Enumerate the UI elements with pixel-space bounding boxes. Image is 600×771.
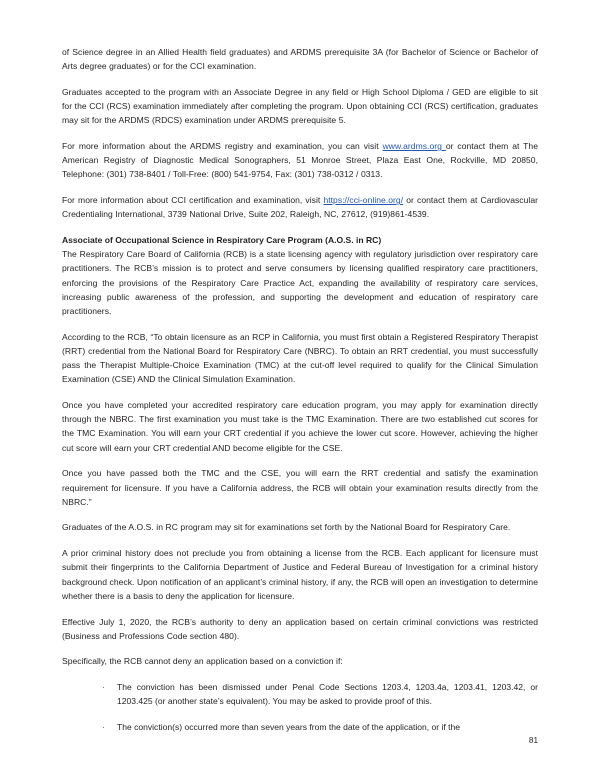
paragraph-conviction-denial-intro: Specifically, the RCB cannot deny an application based on a conviction if:	[62, 656, 343, 667]
ardms-contact-intro-text: For more information about the ARDMS registry and examination, you can visit	[62, 141, 383, 152]
section-heading-aos-respiratory-care: Associate of Occupational Science in Respiratory Care Program (A.O.S. in RC)	[62, 235, 382, 246]
list-item	[62, 720, 538, 734]
paragraph-criminal-history-policy: A prior criminal history does not preclude you from obtaining a license from the RCB. Each applicant for licensure must submit their fingerprints to the California Department of Justice and Federal Bureau of Investigation for a criminal history background check. Upon notification of an applicant’s criminal history, if any, the RCB will open an investigation to determine whether there is a basis to deny the application for licensure.	[62, 548, 538, 601]
paragraph-graduates-eligibility: Graduates of the A.O.S. in RC program may sit for examinations set forth by the National Board for Respiratory Care.	[62, 522, 511, 533]
paragraph-rcb-mission: The Respiratory Care Board of California (RCB) is a state licensing agency with regulatory jurisdiction over respiratory care practitioners. The RCB’s mission is to protect and serve consumers by licensing qualified respiratory care practitioners, enforcing the provisions of the Respiratory Care Practice Act, expanding the availability of respiratory care services, increasing public awareness of the profession, and supporting the development and education of respiratory care practitioners.	[62, 249, 538, 317]
cci-contact-intro-text: For more information about CCI certification and examination, visit	[62, 195, 324, 206]
page-number: 81	[528, 736, 538, 745]
paragraph-continuation-ardms-prereq: of Science degree in an Allied Health field graduates) and ARDMS prerequisite 3A (for Bachelor of Science or Bachelor of Arts degree graduates) or for the CCI examination.	[62, 47, 538, 72]
list-item-label: The conviction(s) occurred more than seven years from the date of the application, or if the	[117, 722, 460, 733]
paragraph-cci-rcs-eligibility: Graduates accepted to the program with an Associate Degree in any field or High School Diploma / GED are eligible to sit for the CCI (RCS) examination immediately after completing the program. Upon obtaining CCI (RCS) certification, graduates may sit for the ARDMS (RDCS) examination under ARDMS prerequisite 5.	[62, 86, 538, 126]
bullet-dot-icon: ·	[102, 682, 105, 693]
paragraph-ardms-contact-info	[62, 139, 538, 182]
bullet-dot-icon: ·	[102, 722, 105, 733]
paragraph-nbrc-examination-process: Once you have completed your accredited respiratory care education program, you may apply for examination directly through the NBRC. The first examination you must take is the TMC Examination. There are two established cut scores for the TMC Examination. You will earn your CRT credential if you achieve the lower cut score. However, achieving the higher cut score will earn your CRT credential AND become eligible for the CSE.	[62, 400, 538, 453]
paragraph-effective-date-restriction: Effective July 1, 2020, the RCB’s authority to deny an application based on certain criminal convictions was restricted (Business and Professions Code section 480).	[62, 616, 538, 641]
paragraph-rcb-licensure-requirements: According to the RCB, “To obtain licensure as an RCP in California, you must first obtain a Registered Respiratory Therapist (RRT) credential from the National Board for Respiratory Care (NBRC). To obtain an RRT credential, you must successfully pass the Therapist Multiple-Choice Examination (TMC) at the cut-off level required to qualify for the Clinical Simulation Examination (CSE) AND the Clinical Simulation Examination.	[62, 331, 538, 385]
paragraph-cci-contact-info	[62, 193, 538, 221]
cci-online-website-link[interactable]: https://cci-online.org/	[323, 195, 404, 206]
ardms-website-link[interactable]: www.ardms.org	[382, 141, 446, 152]
ardms-contact-address-text: or contact them at The American Registry of Diagnostic Medical Sonographers, 51 Monroe Street, Plaza East One, Rockville, MD 20850, Telephone: (301) 738-8401 / Toll-Free: (800) 541-9754, Fax: (301) 738-0312 / 0313.	[62, 141, 538, 180]
cci-contact-address-text: or contact them at Cardiovascular Credentialing International, 3739 National Drive, Suite 202, Raleigh, NC, 27612, (919)861-4539.	[62, 195, 538, 220]
list-item-label: The conviction has been dismissed under Penal Code Sections 1203.4, 1203.4a, 1203.41, 1203.42, or 1203.425 (or another state’s equivalent). You may be asked to provide proof of this.	[117, 682, 538, 707]
list-item	[62, 680, 538, 708]
paragraph-rrt-credential-results: Once you have passed both the TMC and the CSE, you will earn the RRT credential and satisfy the examination requirement for licensure. If you have a California address, the RCB will obtain your examination results directly from the NBRC.”	[62, 468, 538, 507]
document-body	[62, 45, 538, 734]
conviction-exceptions-list	[62, 680, 538, 734]
